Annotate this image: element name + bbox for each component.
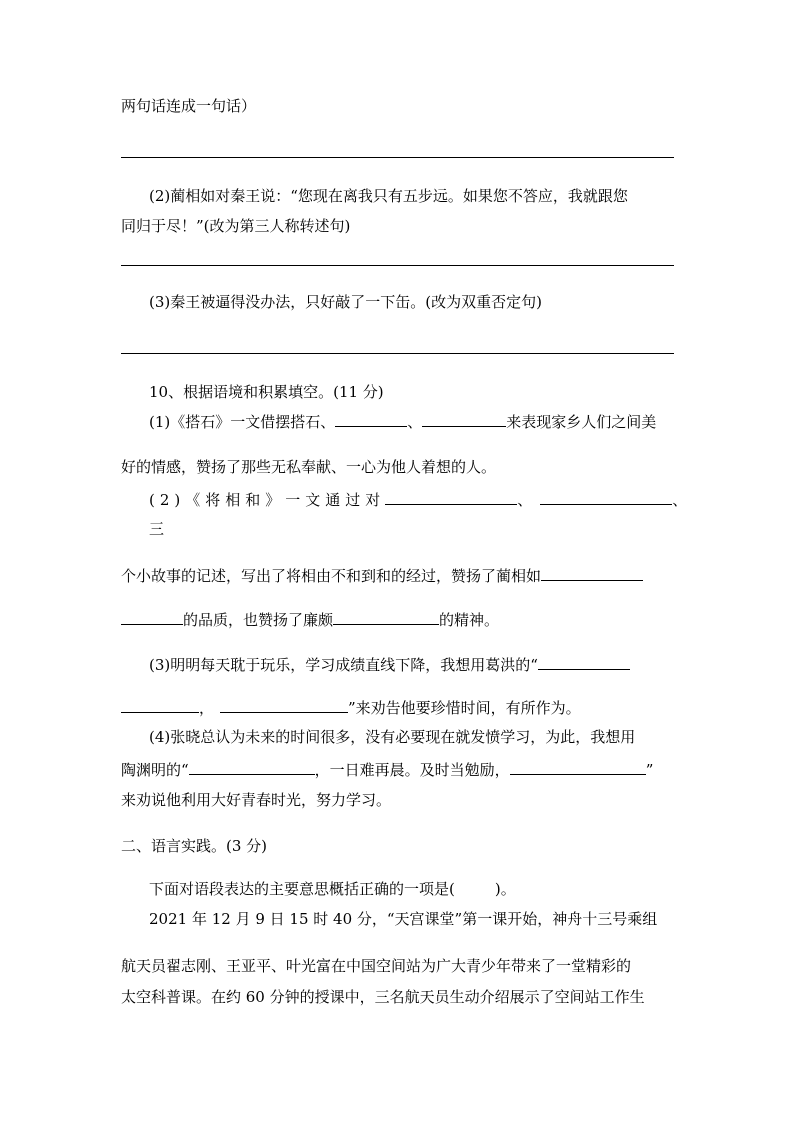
question-text: 三 <box>149 520 165 538</box>
question-line <box>149 411 656 432</box>
section-heading: 二、语言实践。(3 分) <box>121 837 268 855</box>
question-text: 两句话连成一句话） <box>121 97 257 115</box>
question-text: (1)《搭石》一文借摆搭石、 <box>149 413 336 431</box>
question-text: )。 <box>494 880 516 898</box>
question-line <box>121 697 581 718</box>
question-text: 陶渊明的“ <box>121 761 189 779</box>
answer-line <box>121 265 674 266</box>
question-line <box>149 654 630 675</box>
answer-line <box>121 353 674 354</box>
question-text: (2)《将相和》一文通过对 <box>149 491 386 509</box>
passage-line: 航天员翟志刚、王亚平、叶光富在中国空间站为广大青少年带来了一堂精彩的 <box>121 957 632 975</box>
question-line <box>121 565 643 586</box>
blank-line <box>538 654 630 670</box>
blank-line <box>541 565 643 581</box>
passage-line: 太空科普课。在约 60 分钟的授课中，三名航天员生动介绍展示了空间站工作生 <box>121 988 645 1006</box>
blank-line <box>189 759 315 775</box>
question-text: 、 <box>407 413 423 431</box>
question-text: 来劝说他利用大好青春时光，努力学习。 <box>121 791 392 809</box>
question-text: (3)秦王被逼得没办法，只好敲了一下缶。(改为双重否定句) <box>149 293 542 311</box>
question-text: 下面对语段表达的主要意思概括正确的一项是( <box>149 880 455 898</box>
blank-line <box>333 609 439 625</box>
question-text: ” <box>645 761 654 779</box>
question-text: 来表现家乡人们之间美 <box>506 413 657 431</box>
question-text: (2)蔺相如对秦王说：“您现在离我只有五步远。如果您不答应，我就跟您 <box>149 187 628 205</box>
blank-line <box>121 609 183 625</box>
question-text: 同归于尽！”(改为第三人称转述句) <box>121 217 351 235</box>
blank-line <box>121 697 199 713</box>
question-text: 、 <box>672 491 688 509</box>
answer-line <box>121 157 674 158</box>
question-line <box>121 609 499 630</box>
question-text: ”来劝告他要珍惜时间，有所作为。 <box>348 699 581 717</box>
question-text: (4)张晓总认为未来的时间很多，没有必要现在就发愤学习，为此，我想用 <box>149 728 636 746</box>
question-text: 好的情感，赞扬了那些无私奉献、一心为他人着想的人。 <box>121 458 497 476</box>
question-line <box>149 489 687 510</box>
question-line <box>149 879 516 899</box>
blank-line <box>220 697 348 713</box>
question-text: ，一日难再晨。及时当勉励， <box>314 761 510 779</box>
blank-line <box>510 759 646 775</box>
question-text: (3)明明每天耽于玩乐，学习成绩直线下降，我想用葛洪的“ <box>149 656 538 674</box>
blank-line <box>385 489 517 505</box>
question-text: 个小故事的记述，写出了将相由不和到和的经过，赞扬了蔺相如 <box>121 567 542 585</box>
question-line <box>121 759 653 780</box>
question-heading: 10、根据语境和积累填空。(11 分) <box>149 383 384 401</box>
question-text: 的精神。 <box>439 611 500 629</box>
passage-line: 2021 年 12 月 9 日 15 时 40 分，“天宫课堂”第一课开始，神舟十三号乘组 <box>149 910 658 928</box>
blank-line <box>540 489 672 505</box>
blank-line <box>422 411 506 427</box>
question-text: 、 <box>517 491 533 509</box>
blank-line <box>335 411 407 427</box>
question-text: ， <box>199 699 215 717</box>
question-text: 的品质，也赞扬了廉颇 <box>183 611 334 629</box>
